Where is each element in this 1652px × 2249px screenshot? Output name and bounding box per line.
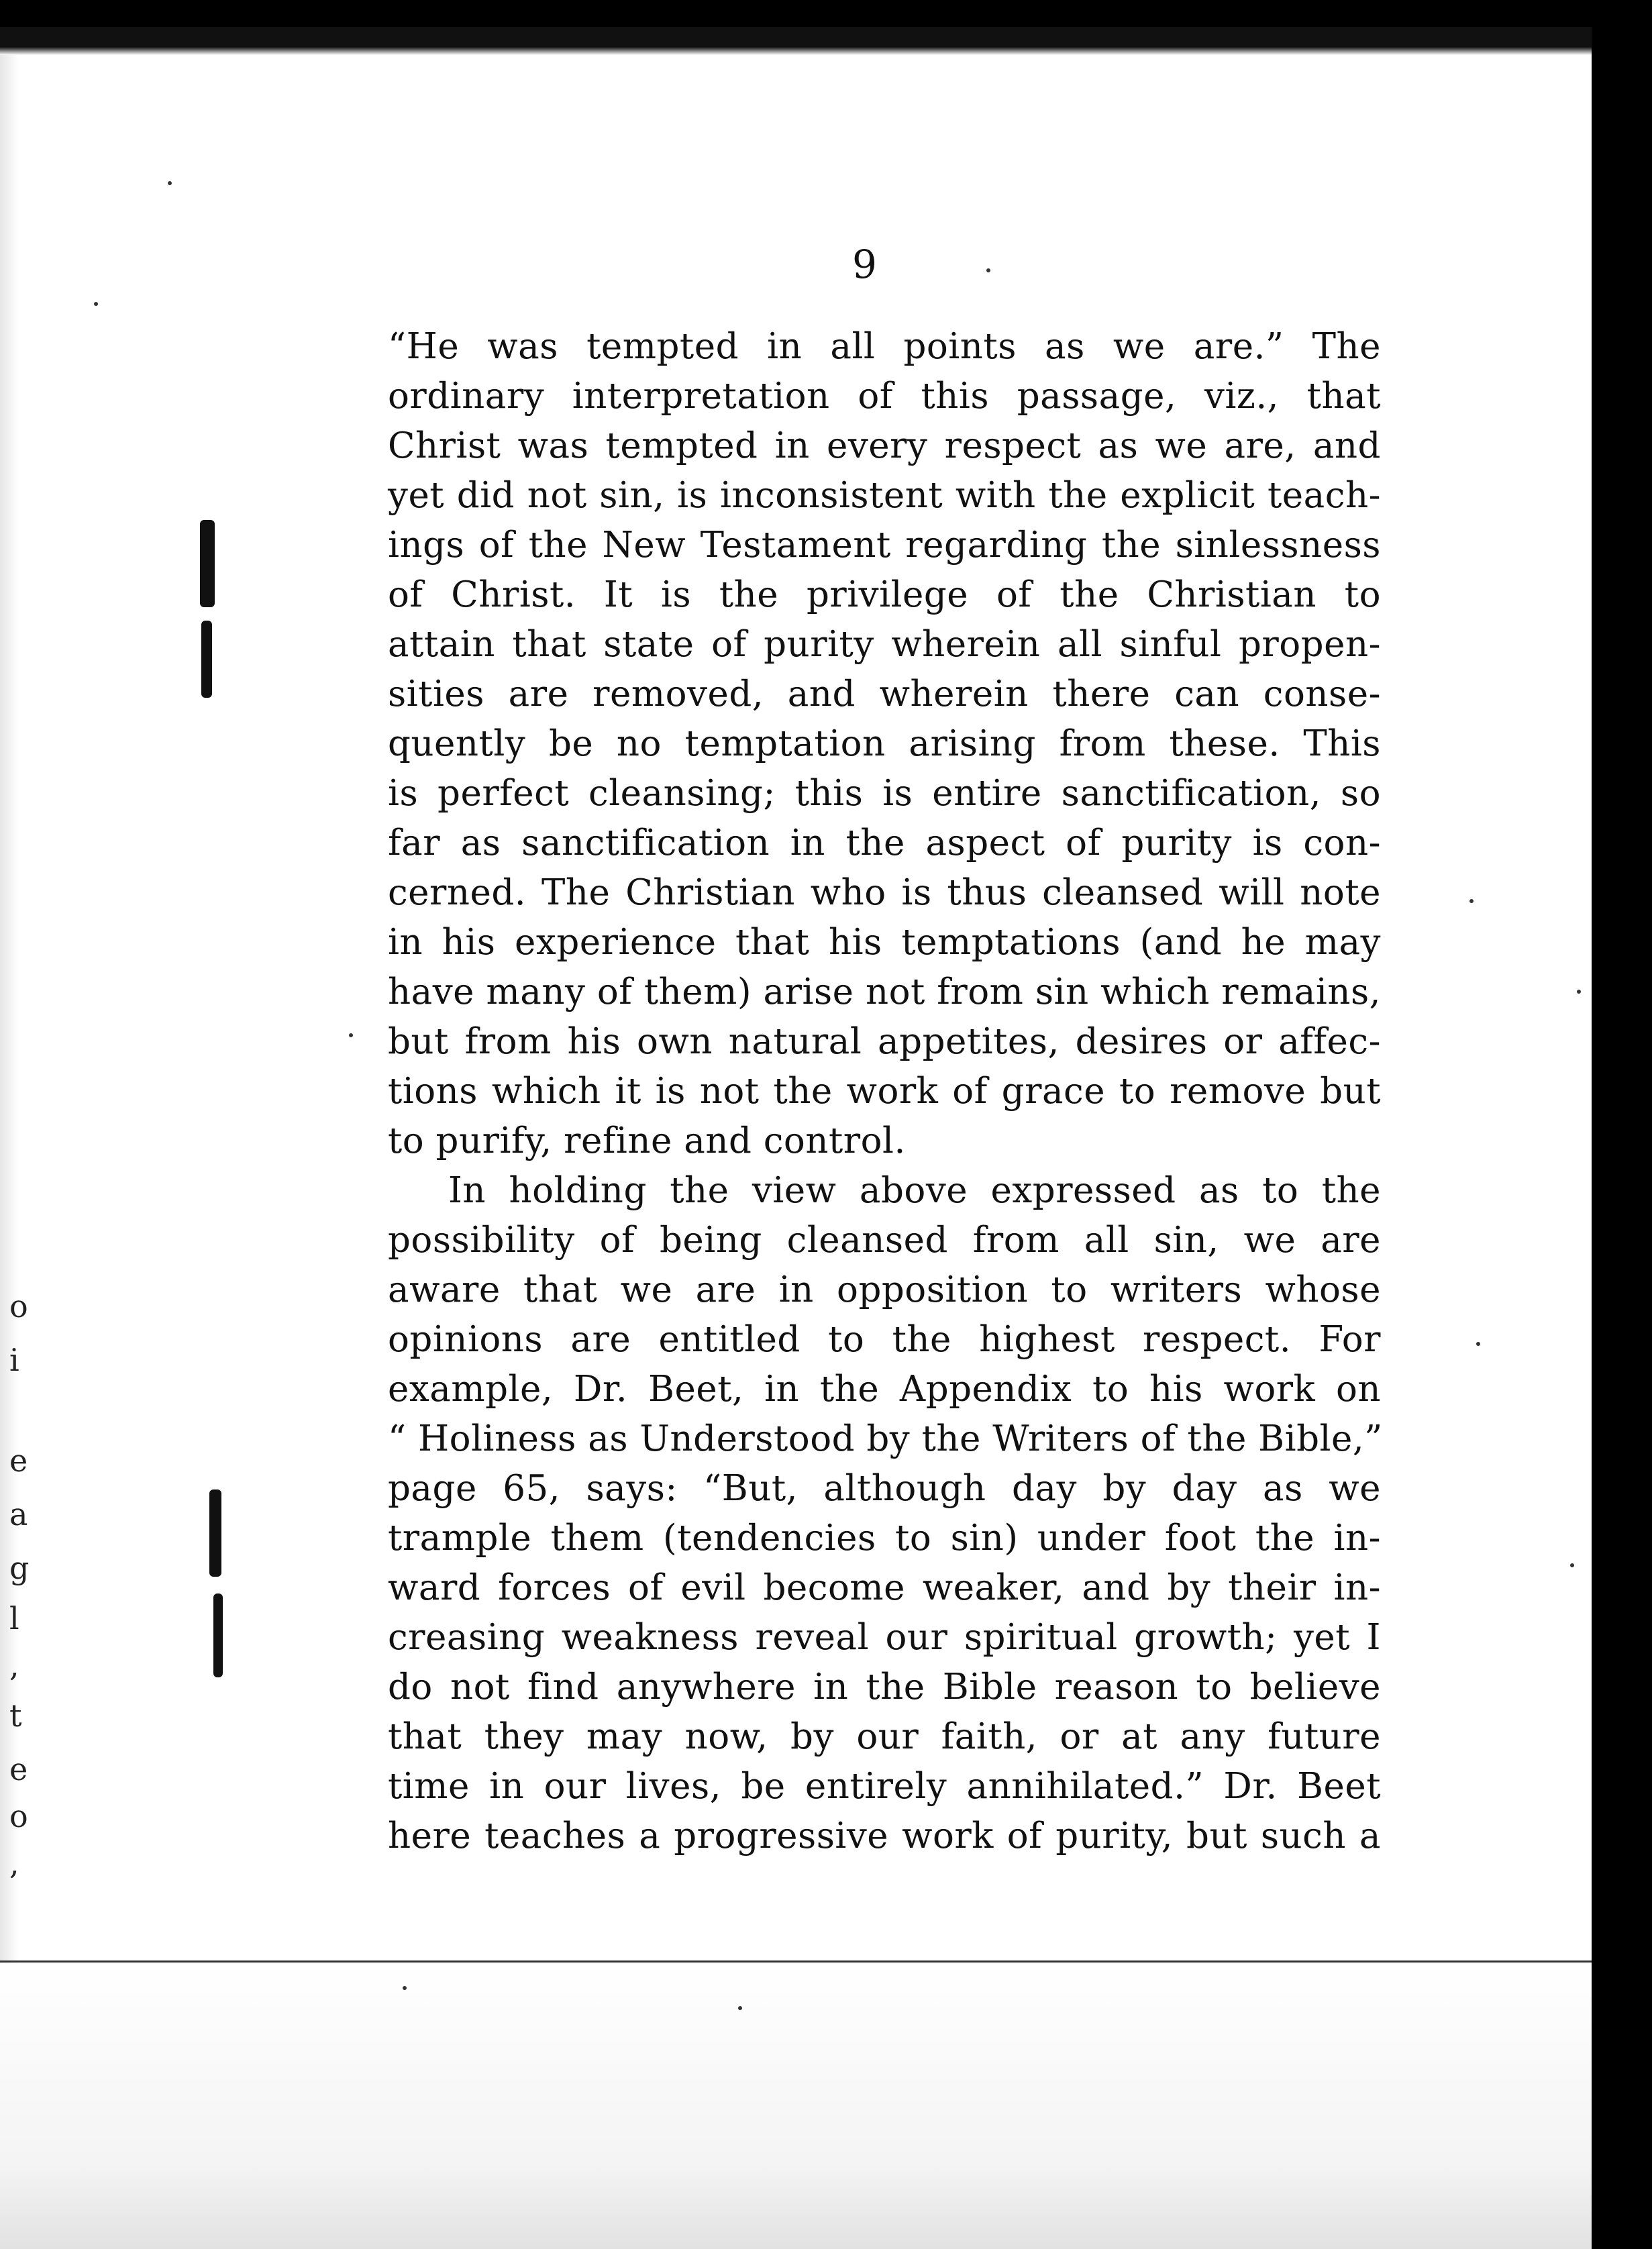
text-line: creasing weakness reveal our spiritual growth; yet I	[388, 1617, 1381, 1658]
scan-speck	[986, 268, 990, 272]
body-text	[388, 322, 1381, 1861]
lower-page-area	[0, 1963, 1592, 2249]
text-line: aware that we are in opposition to writers whose	[388, 1269, 1381, 1310]
scan-speck	[1476, 1342, 1480, 1346]
text-line: trample them (tendencies to sin) under foot the in-	[388, 1518, 1381, 1559]
text-line: of Christ. It is the privilege of the Christian to	[388, 574, 1381, 615]
edge-letter: e	[9, 1443, 28, 1479]
text-line: example, Dr. Beet, in the Appendix to his work on	[388, 1369, 1381, 1410]
text-line: ward forces of evil become weaker, and by their in-	[388, 1567, 1381, 1608]
fold-line	[0, 1960, 1592, 1963]
scan-speck	[1469, 899, 1474, 903]
text-line: here teaches a progressive work of purity, but such a	[388, 1816, 1381, 1856]
edge-letter: ,	[9, 1845, 19, 1881]
edge-letter: e	[9, 1751, 28, 1787]
text-line: is perfect cleansing; this is entire sanctification, so	[388, 773, 1381, 814]
text-line: sities are removed, and wherein there can conse-	[388, 674, 1381, 715]
text-line: Christ was tempted in every respect as we are, and	[388, 425, 1381, 466]
scan-border-right	[1592, 0, 1652, 2249]
text-line: “ Holiness as Understood by the Writers of the Bible,”	[388, 1418, 1383, 1459]
margin-mark	[201, 621, 212, 698]
scan-speck	[1570, 1563, 1574, 1567]
edge-letter: ,	[9, 1647, 19, 1683]
text-line: have many of them) arise not from sin which remains,	[388, 972, 1381, 1012]
text-line: quently be no temptation arising from these. This	[388, 723, 1381, 764]
edge-letter: o	[9, 1798, 28, 1834]
text-line: cerned. The Christian who is thus cleansed will note	[388, 872, 1381, 913]
edge-letter: a	[9, 1496, 28, 1532]
text-line: to purify, refine and control.	[388, 1120, 906, 1161]
margin-mark	[200, 520, 215, 607]
margin-mark	[209, 1489, 221, 1577]
scan-speck	[349, 1033, 353, 1037]
text-line: far as sanctification in the aspect of purity is con-	[388, 823, 1381, 864]
text-line: In holding the view above expressed as to the	[448, 1170, 1381, 1211]
text-line: “He was tempted in all points as we are.” The	[388, 326, 1381, 367]
scan-speck	[94, 302, 98, 306]
text-line: ings of the New Testament regarding the sinlessness	[388, 525, 1381, 566]
text-line: page 65, says: “But, although day by day as we	[388, 1468, 1381, 1509]
page-gutter-shade	[0, 55, 19, 2249]
scan-border-top	[0, 0, 1652, 55]
scan-speck	[738, 2006, 742, 2010]
edge-letter: i	[9, 1342, 19, 1378]
text-line: but from his own natural appetites, desires or affec-	[388, 1021, 1381, 1062]
text-line: yet did not sin, is inconsistent with the explicit teach-	[388, 475, 1381, 516]
text-line: in his experience that his temptations (and he may	[388, 922, 1381, 963]
margin-mark	[213, 1593, 223, 1677]
text-line: do not find anywhere in the Bible reason to believe	[388, 1667, 1381, 1708]
edge-letter: t	[9, 1697, 22, 1734]
scan-speck	[403, 1986, 407, 1990]
text-line: time in our lives, be entirely annihilated.” Dr. Beet	[388, 1766, 1381, 1807]
text-line: possibility of being cleansed from all sin, we are	[388, 1220, 1381, 1261]
edge-letter: l	[9, 1600, 19, 1636]
scan-speck	[168, 181, 172, 185]
text-line: opinions are entitled to the highest respect. For	[388, 1319, 1381, 1360]
text-line: ordinary interpretation of this passage, viz., that	[388, 376, 1381, 417]
scan-speck	[1577, 990, 1581, 994]
edge-letter: g	[9, 1550, 30, 1586]
text-line: that they may now, by our faith, or at any future	[388, 1716, 1381, 1757]
edge-letter: o	[9, 1288, 28, 1324]
text-line: attain that state of purity wherein all sinful propen-	[388, 624, 1381, 665]
page-number: 9	[852, 242, 877, 287]
text-line: tions which it is not the work of grace to remove but	[388, 1071, 1381, 1112]
